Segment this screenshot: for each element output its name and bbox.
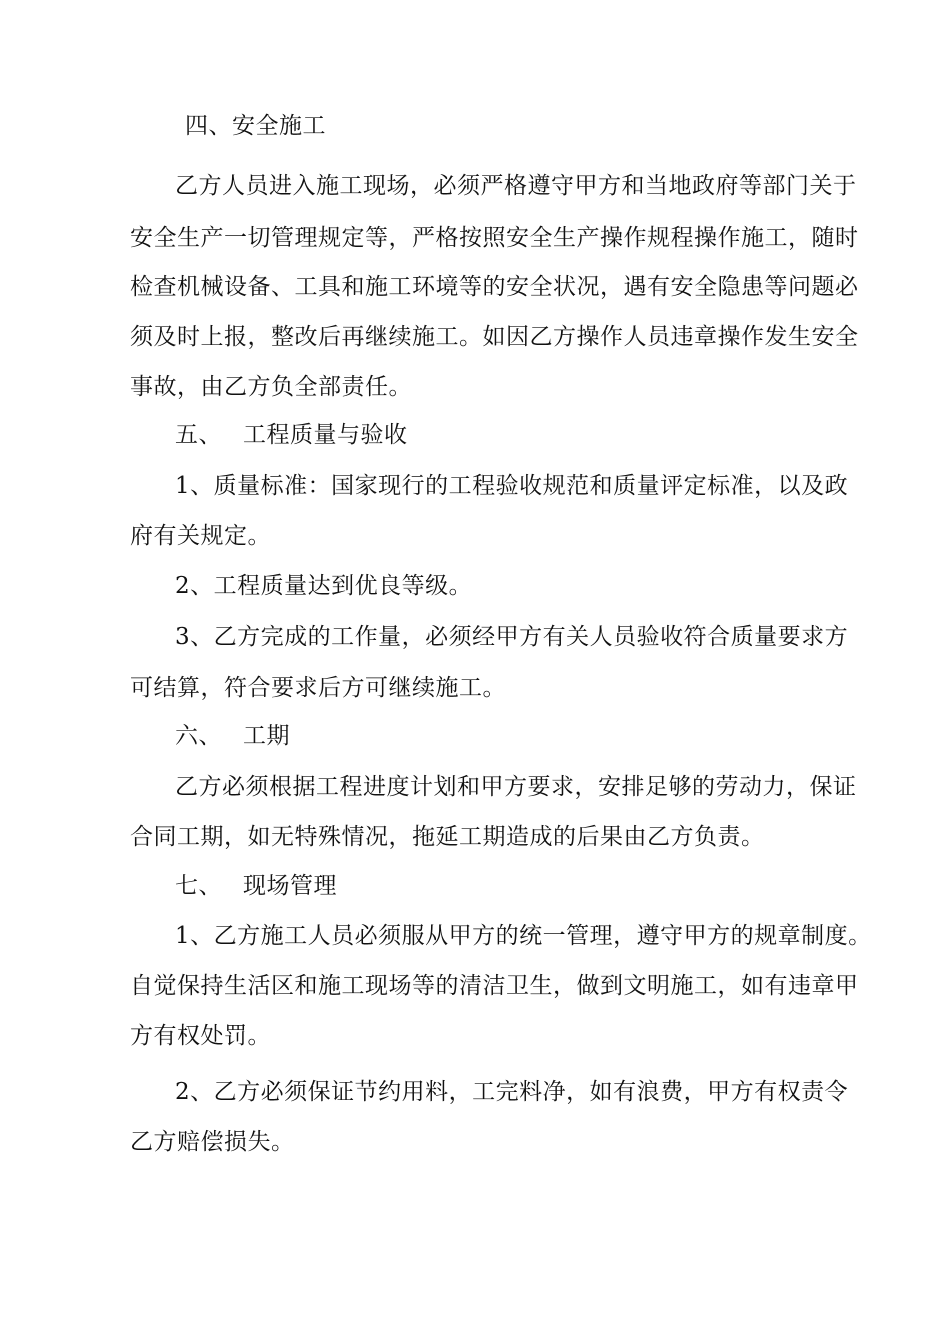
paragraph-line: 乙方必须根据工程进度计划和甲方要求，安排足够的劳动力，保证	[175, 774, 857, 800]
section-number: 五、	[175, 422, 222, 448]
paragraph-line: 乙方赔偿损失。	[130, 1129, 295, 1155]
section-number: 七、	[175, 873, 222, 899]
section-heading-5	[175, 420, 408, 450]
paragraph-line: 府有关规定。	[130, 523, 271, 549]
paragraph-line: 2、工程质量达到优良等级。	[175, 573, 473, 599]
paragraph-line: 合同工期，如无特殊情况，拖延工期造成的后果由乙方负责。	[130, 824, 765, 850]
section-heading-4: 四、安全施工	[185, 113, 326, 139]
section-heading-7	[175, 871, 337, 901]
section-title: 工期	[243, 723, 290, 749]
section-heading-6	[175, 721, 290, 751]
paragraph-line: 可结算，符合要求后方可继续施工。	[130, 675, 506, 701]
paragraph-line: 安全生产一切管理规定等，严格按照安全生产操作规程操作施工，随时	[130, 225, 859, 251]
paragraph-line: 1、乙方施工人员必须服从甲方的统一管理，遵守甲方的规章制度。	[175, 923, 872, 949]
paragraph-line: 3、乙方完成的工作量，必须经甲方有关人员验收符合质量要求方	[175, 624, 849, 650]
paragraph-line: 方有权处罚。	[130, 1023, 271, 1049]
paragraph-line: 乙方人员进入施工现场，必须严格遵守甲方和当地政府等部门关于	[175, 173, 857, 199]
paragraph-line: 1、质量标准：国家现行的工程验收规范和质量评定标准，以及政	[175, 473, 849, 499]
section-title: 工程质量与验收	[243, 422, 408, 448]
paragraph-line: 须及时上报，整改后再继续施工。如因乙方操作人员违章操作发生安全	[130, 324, 859, 350]
paragraph-line: 自觉保持生活区和施工现场等的清洁卫生，做到文明施工，如有违章甲	[130, 973, 859, 999]
paragraph-line: 检查机械设备、工具和施工环境等的安全状况，遇有安全隐患等问题必	[130, 274, 859, 300]
section-number: 六、	[175, 723, 222, 749]
section-title: 现场管理	[243, 873, 337, 899]
paragraph-line: 事故，由乙方负全部责任。	[130, 374, 412, 400]
paragraph-line: 2、乙方必须保证节约用料，工完料净，如有浪费，甲方有权责令	[175, 1079, 849, 1105]
